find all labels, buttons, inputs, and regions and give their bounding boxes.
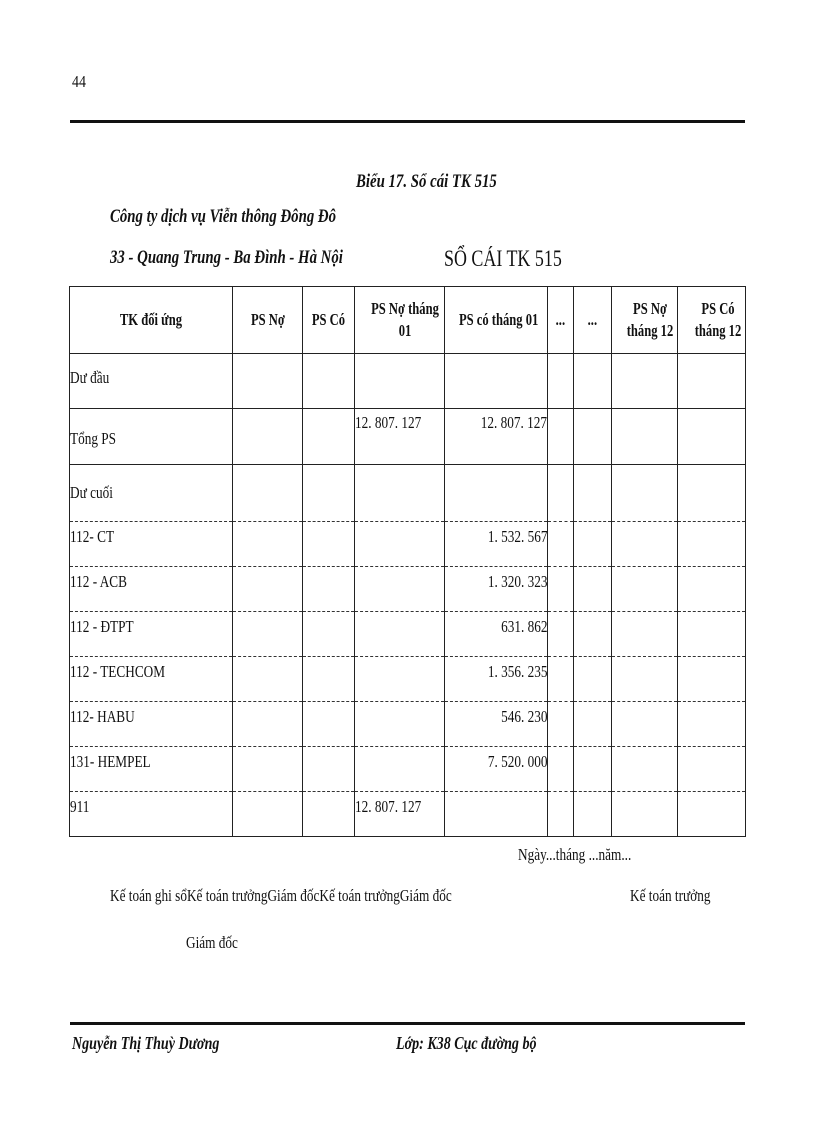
table-row bbox=[70, 702, 746, 747]
footer-divider bbox=[70, 1022, 745, 1025]
date-line: Ngày...tháng ...năm... bbox=[518, 845, 632, 864]
ps-co-m01-cell: 7. 520. 000 bbox=[445, 747, 548, 792]
ps-no-m01-cell bbox=[355, 702, 445, 747]
chief-accountant-label: Kế toán trưởng bbox=[630, 886, 711, 905]
ps-no-m01-cell bbox=[355, 612, 445, 657]
account-cell: Dư đầu bbox=[70, 354, 233, 409]
ledger-title: SỔ CÁI TK 515 bbox=[444, 246, 562, 271]
table-row bbox=[70, 567, 746, 612]
account-cell: Tổng PS bbox=[70, 409, 233, 465]
account-cell: 112 - ĐTPT bbox=[70, 612, 233, 657]
class-name: Lớp: K38 Cục đường bộ bbox=[396, 1033, 537, 1053]
account-cell: 911 bbox=[70, 792, 233, 837]
ps-no-m01-cell bbox=[355, 465, 445, 522]
account-cell: Dư cuối bbox=[70, 465, 233, 522]
ps-co-m01-cell bbox=[445, 465, 548, 522]
table-row bbox=[70, 747, 746, 792]
ps-no-m01-cell bbox=[355, 747, 445, 792]
account-cell: 112 - TECHCOM bbox=[70, 657, 233, 702]
table-caption: Biểu 17. Sổ cái TK 515 bbox=[356, 171, 497, 192]
ps-no-m01-cell bbox=[355, 522, 445, 567]
ps-co-m01-cell: 631. 862 bbox=[445, 612, 548, 657]
table-row bbox=[70, 657, 746, 702]
table-row bbox=[70, 612, 746, 657]
header-ellipsis-1: ... bbox=[548, 287, 574, 354]
ps-co-m01-cell: 1. 532. 567 bbox=[445, 522, 548, 567]
header-account: TK đối ứng bbox=[70, 287, 233, 354]
table-row bbox=[70, 522, 746, 567]
ps-no-m01-cell bbox=[355, 657, 445, 702]
ps-co-m01-cell: 12. 807. 127 bbox=[445, 409, 548, 465]
header-ps-co-m12: PS Có tháng 12 bbox=[678, 287, 746, 354]
ps-no-m01-cell: 12. 807. 127 bbox=[355, 792, 445, 837]
header-ps-no-m12: PS Nợ tháng 12 bbox=[612, 287, 678, 354]
header-ps-co: PS Có bbox=[303, 287, 355, 354]
account-cell: 112 - ACB bbox=[70, 567, 233, 612]
company-name: Công ty dịch vụ Viễn thông Đông Đô bbox=[110, 206, 337, 227]
ps-co-m01-cell: 1. 320. 323 bbox=[445, 567, 548, 612]
ps-co-m01-cell: 546. 230 bbox=[445, 702, 548, 747]
table-row bbox=[70, 465, 746, 522]
header-row bbox=[70, 287, 746, 354]
header-ps-no-m01: PS Nợ tháng 01 bbox=[355, 287, 445, 354]
account-cell: 112- CT bbox=[70, 522, 233, 567]
table-row bbox=[70, 792, 746, 837]
ledger-table bbox=[69, 286, 746, 837]
author-name: Nguyễn Thị Thuỳ Dương bbox=[72, 1033, 220, 1053]
signature-labels: Kế toán ghi sổKế toán trưởngGiám đốcKế toán trưởngGiám đốc bbox=[110, 886, 452, 905]
ps-no-m01-cell bbox=[355, 567, 445, 612]
ps-co-m01-cell bbox=[445, 354, 548, 409]
table-row bbox=[70, 409, 746, 465]
header-ps-no: PS Nợ bbox=[233, 287, 303, 354]
director-label: Giám đốc bbox=[186, 933, 238, 952]
ps-no-m01-cell bbox=[355, 354, 445, 409]
header-ps-co-m01: PS có tháng 01 bbox=[445, 287, 548, 354]
header-divider bbox=[70, 120, 745, 123]
table-row bbox=[70, 354, 746, 409]
ps-co-m01-cell: 1. 356. 235 bbox=[445, 657, 548, 702]
header-ellipsis-2: ... bbox=[574, 287, 612, 354]
ps-no-m01-cell: 12. 807. 127 bbox=[355, 409, 445, 465]
company-address: 33 - Quang Trung - Ba Đình - Hà Nội bbox=[110, 247, 343, 268]
ps-co-m01-cell bbox=[445, 792, 548, 837]
page-number: 44 bbox=[72, 72, 86, 91]
account-cell: 131- HEMPEL bbox=[70, 747, 233, 792]
account-cell: 112- HABU bbox=[70, 702, 233, 747]
